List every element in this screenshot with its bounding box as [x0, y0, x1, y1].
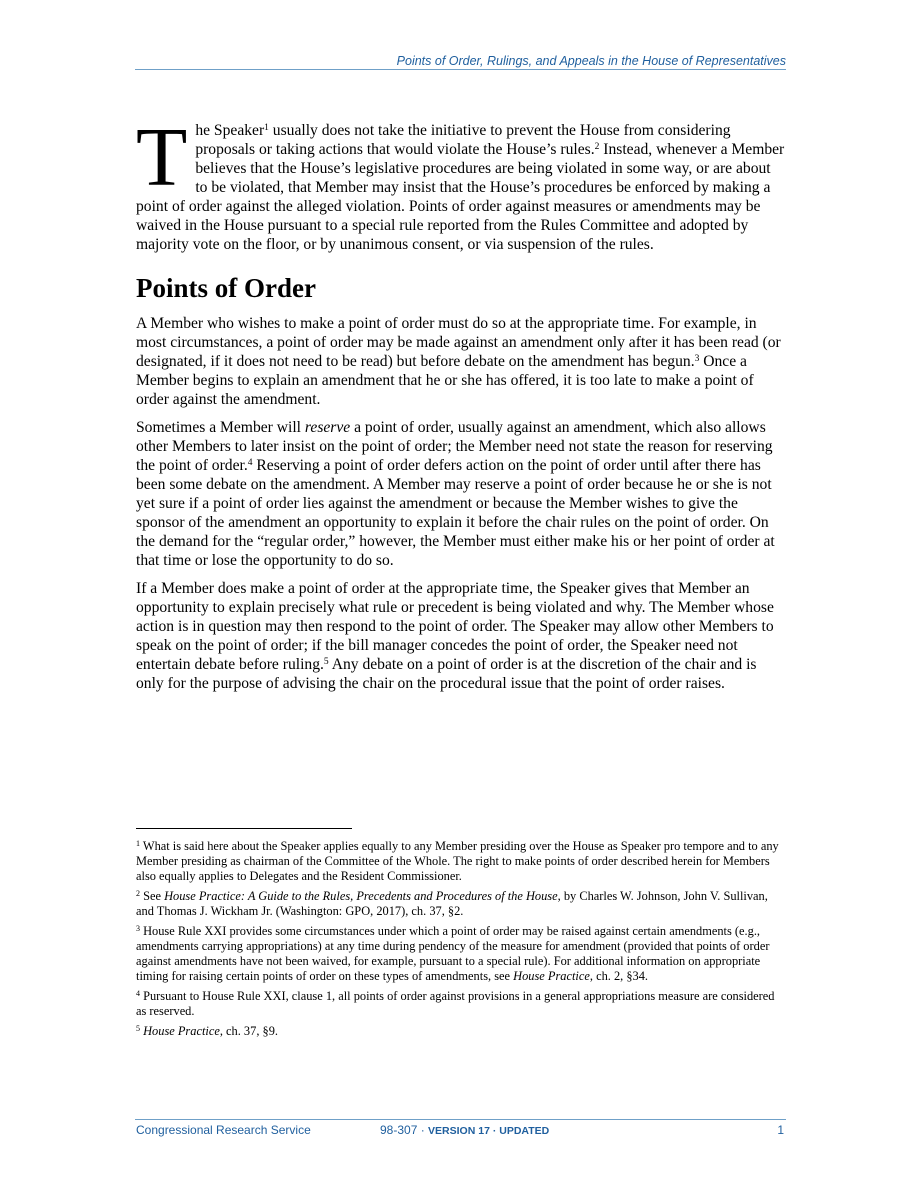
report-version: VERSION 17 · UPDATED [428, 1125, 550, 1137]
separator: · [417, 1123, 429, 1137]
footnote-ref-2[interactable]: 2 [594, 142, 600, 152]
paragraph-2 [136, 418, 786, 570]
footnote-divider [136, 828, 352, 829]
footnote-ref-1[interactable]: 1 [264, 123, 269, 133]
footnote-ref-3[interactable]: 3 [694, 354, 700, 364]
footer-divider [135, 1119, 786, 1120]
text-segment: usually does not take the initiative to prevent the House from considering proposals or taking actions that would violate the House’s rules. [195, 122, 731, 158]
text-segment: A Member who wishes to make a point of order must do so at the appropriate time. For example, in most circumstances, a point of order may be made against an amendment only after it has been read (or designated, if it does not need to be read) but before debate on the amendment has begun. [136, 315, 781, 370]
footnote-text: , ch. 2, §34. [589, 969, 649, 983]
paragraph-3 [136, 579, 786, 693]
footnote-5 [136, 1024, 786, 1039]
footnote-text: House Rule XXI provides some circumstances under which a point of order may be raised against certain amendments (e.g., amendments carrying appropriations) at any time during pendency of the measure for amendment (provided that points of order against amendments have not been waived, for example, pursuant to a special rule). For additional information on appropriate timing for raising certain points of order on these types of amendments, see [136, 924, 770, 983]
text-segment: Sometimes a Member will [136, 419, 305, 436]
footnote-text: Pursuant to House Rule XXI, clause 1, all points of order against provisions in a general appropriations measure are considered as reserved. [136, 989, 775, 1018]
footnote-citation-title: House Practice [143, 1024, 220, 1038]
footnote-number: 3 [136, 924, 140, 933]
footnote-text: , by Charles W. Johnson, John V. Sullivan, and Thomas J. Wickham Jr. (Washington: GPO, 2017), ch. 37, §2. [136, 889, 768, 918]
footnote-text: See [140, 889, 165, 903]
text-segment: Once a Member begins to explain an amendment that he or she has offered, it is too late to make a point of order against the amendment. [136, 353, 754, 408]
footer-organization: Congressional Research Service [136, 1123, 311, 1137]
footnote-2 [136, 889, 786, 919]
text-segment: a point of order, usually against an amendment, which also allows other Members to later insist on the point of order; the Member need not state the reason for reserving the point of order. [136, 419, 773, 474]
text-segment: he Speaker [195, 122, 265, 139]
footnote-citation-title: House Practice [513, 969, 590, 983]
text-segment: Reserving a point of order defers action on the point of order until after there has been some debate on the amendment. A Member may reserve a point of order because he or she is not yet sure if a point of order lies against the amendment or because the Member wishes to give the sponsor of the amendment an opportunity to explain it before the chair rules on the point of order. On the demand for the “regular order,” however, the Member must either make his or her point of order at that time or lose the opportunity to do so. [136, 457, 775, 569]
paragraph-1 [136, 314, 786, 409]
footnote-number: 4 [136, 989, 140, 998]
footnote-citation-title: House Practice: A Guide to the Rules, Precedents and Procedures of the House [164, 889, 558, 903]
intro-paragraph [136, 111, 786, 254]
section-heading: Points of Order [136, 273, 316, 303]
footnote-4 [136, 989, 786, 1019]
running-header-title: Points of Order, Rulings, and Appeals in the House of Representatives [396, 54, 786, 68]
page-number: 1 [777, 1123, 784, 1137]
drop-cap: T [136, 111, 188, 204]
page-footer [136, 1123, 786, 1139]
footnote-ref-4[interactable]: 4 [247, 458, 253, 468]
footnote-1 [136, 839, 786, 884]
main-body [136, 111, 786, 702]
footnotes-section [136, 828, 786, 1044]
footnote-number: 1 [136, 839, 140, 848]
report-number: 98-307 [380, 1123, 418, 1137]
footnote-text: What is said here about the Speaker applies equally to any Member presiding over the House as Speaker pro tempore and to any Member presiding as chairman of the Committee of the Whole. The right to make points of order described herein for Members also equally applies to Delegates and the Resident Commissioner. [136, 839, 779, 883]
emphasis-text: reserve [304, 419, 351, 436]
footnote-number: 5 [136, 1024, 140, 1033]
text-segment: If a Member does make a point of order at the appropriate time, the Speaker gives that Member an opportunity to explain precisely what rule or precedent is being violated and why. The Member whose action is in question may then respond to the point of order. The Speaker may allow other Members to speak on the point of order; if the bill manager concedes the point of order, the Speaker need not entertain debate before ruling. [136, 580, 774, 673]
footnote-text: , ch. 37, §9. [219, 1024, 279, 1038]
header-divider [135, 69, 786, 70]
footnote-number: 2 [136, 889, 140, 898]
text-segment: Any debate on a point of order is at the discretion of the chair and is only for the purpose of advising the chair on the procedural issue that the point of order raises. [136, 656, 757, 692]
text-segment: Instead, whenever a Member believes that the House’s legislative procedures are being violated in some way, or are about to be violated, that Member may insist that the House’s procedures be enforced by making a point of order against the alleged violation. Points of order against measures or amendments may be waived in the House pursuant to a special rule reported from the Rules Committee and adopted by majority vote on the floor, or by unanimous consent, or via suspension of the rules. [136, 141, 785, 253]
footer-report-id [380, 1123, 549, 1137]
footnote-ref-5[interactable]: 5 [323, 657, 329, 667]
footnote-3 [136, 924, 786, 984]
